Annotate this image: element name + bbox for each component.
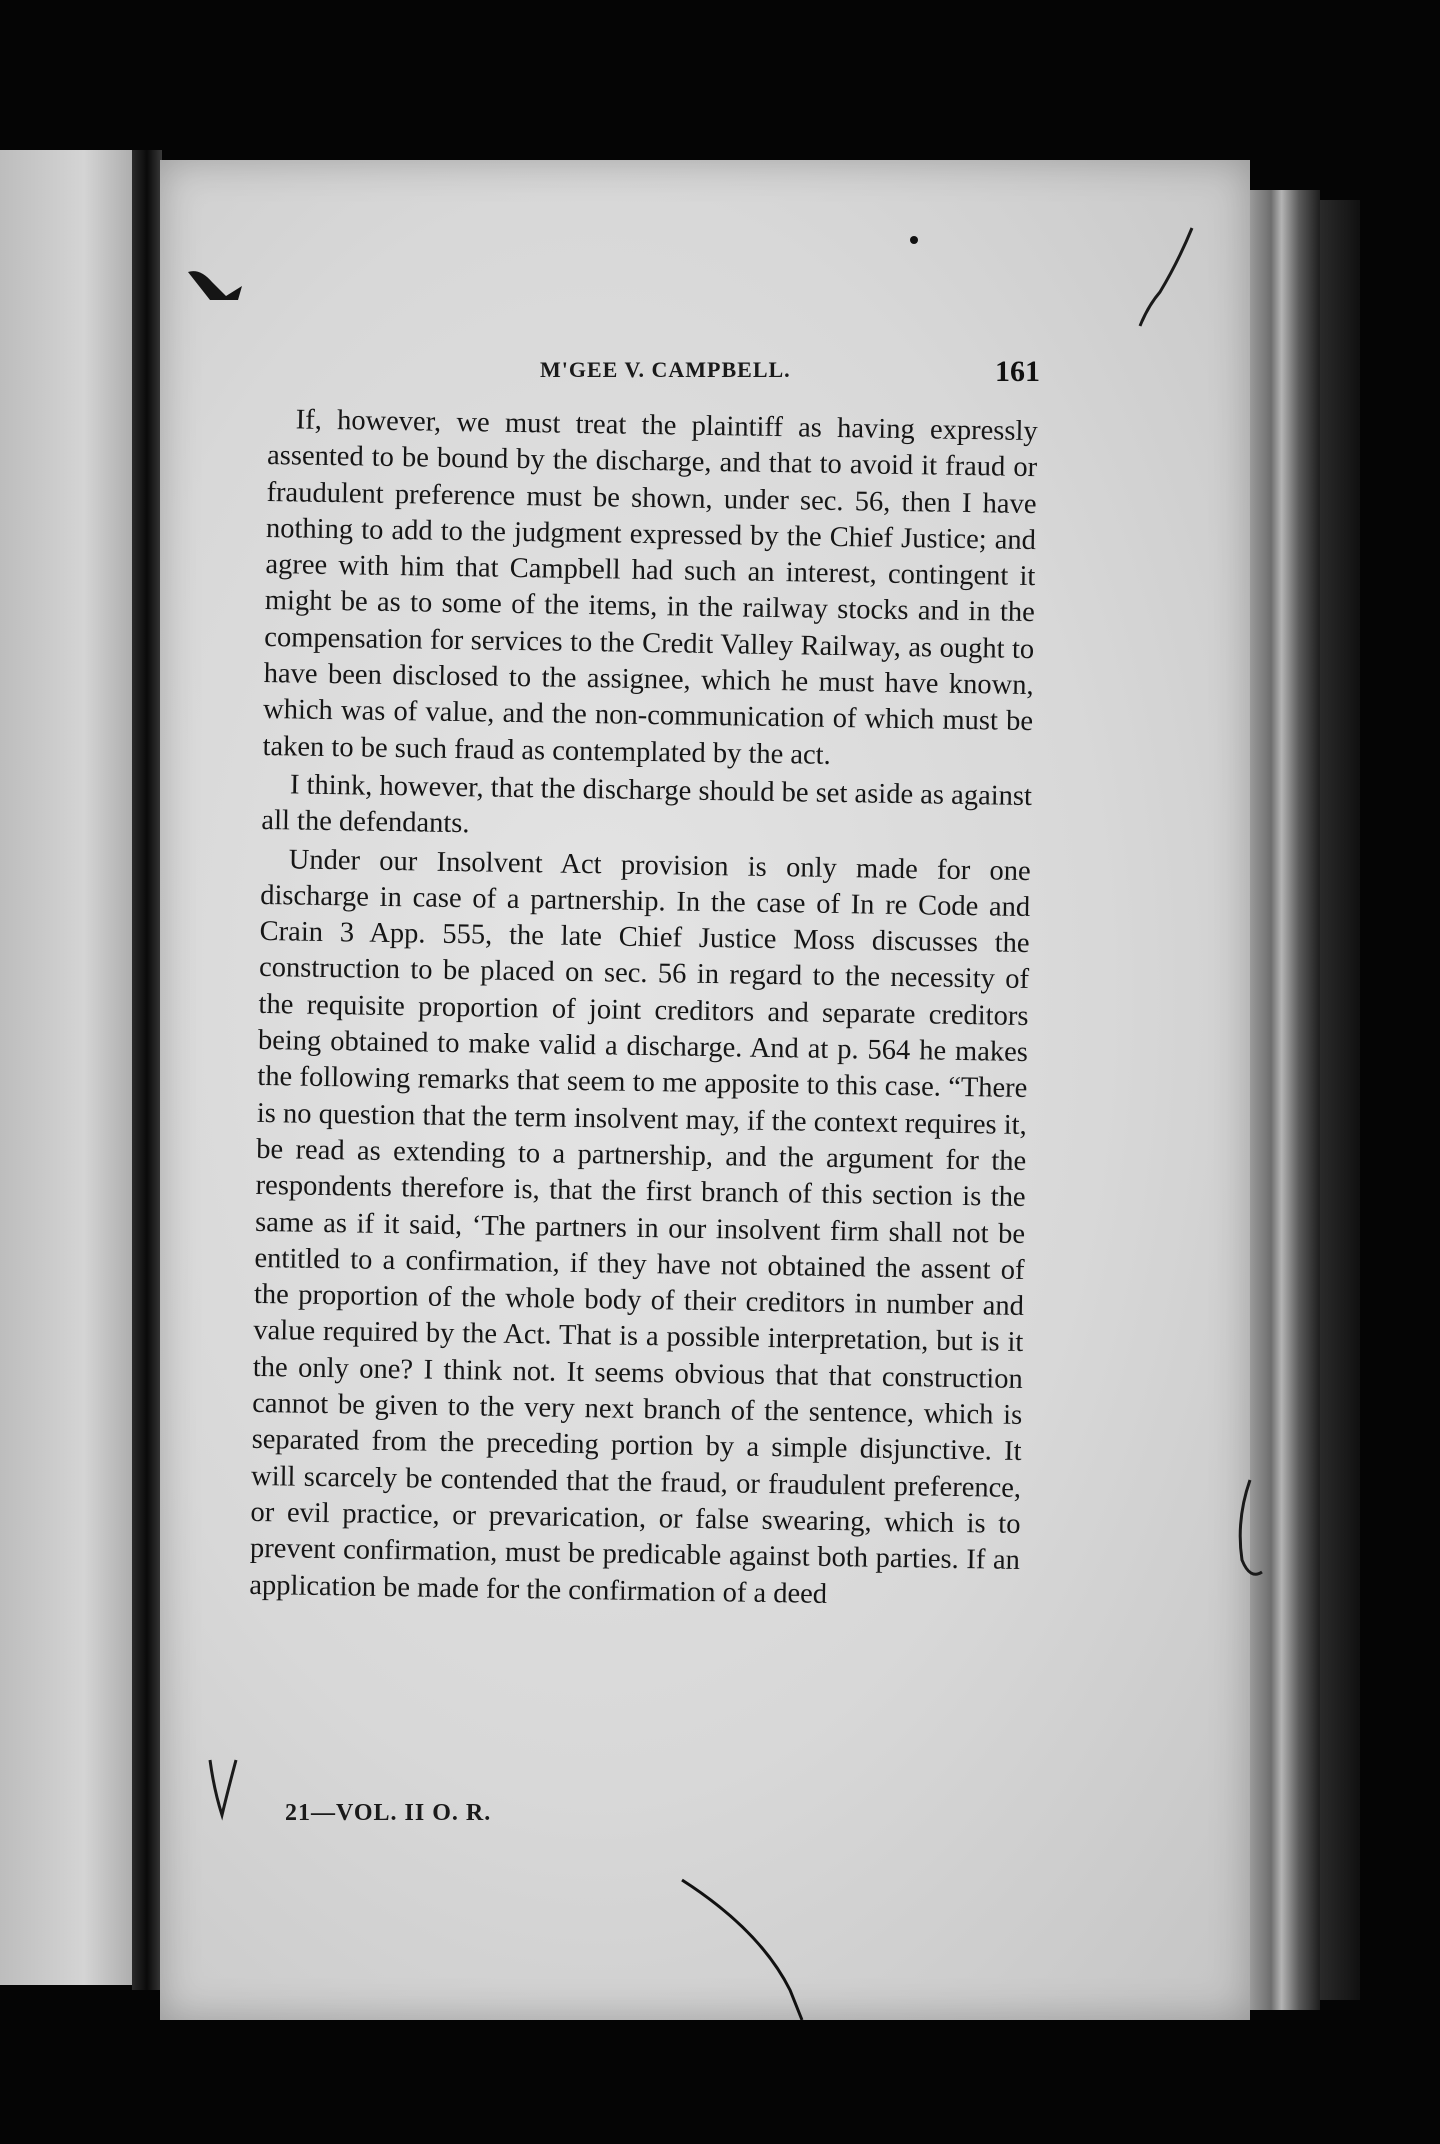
signature-mark: 21—VOL. II O. R.: [285, 1800, 492, 1826]
edge-scratch-mark: [1240, 1480, 1262, 1574]
page-header: [540, 357, 1040, 397]
dot-mark: [910, 236, 918, 244]
body-text: [249, 402, 1038, 1616]
running-head: M'GEE V. CAMPBELL.: [540, 357, 791, 382]
margin-check-mark: [210, 1760, 236, 1815]
stray-line-mark: [682, 1880, 802, 2020]
ink-blot-mark: [188, 271, 242, 300]
margin-pencil-mark: [1140, 228, 1192, 326]
paragraph: Under our Insolvent Act provision is only made for one discharge in case of a partnership. In the case of In re Code and Crain 3 App. 555, the late Chief Justice Moss discusses the construction to be placed on sec. 56 in regard to the necessity of the requisite proportion of joint creditors and separate creditors being obtained to make valid a discharge. And at p. 564 he makes the following remarks that seem to me apposite to this case. “There is no question that the term insolvent may, if the context requires it, be read as extending to a partnership, and the argument for the respondents therefore is, that the first branch of this section is the same as if it said, ‘The partners in our insolvent firm shall not be entitled to a confirmation, if they have not obtained the assent of the proportion of the whole body of their creditors in number and value required by the Act. That is a possible interpretation, but is it the only one? I think not. It seems obvious that that construction cannot be given to the very next branch of the sentence, which is separated from the preceding portion by a simple disjunctive. It will scarcely be contended that the fraud, or fraudulent preference, or evil practice, or prevarication, or false swearing, which is to prevent confirmation, must be predicable against both parties. If an application be made for the confirmation of a deed: [249, 843, 1031, 1610]
paragraph: If, however, we must treat the plaintiff as having expressly assented to be bound by the discharge, and that to avoid it fraud or fraudulent preference must be shown, under sec. 56, then I have nothing to add to the judgment expressed by the Chief Justice; and agree with him that Campbell had such an interest, contingent it might be as to some of the items, in the railway stocks and in the compensation for services to the Credit Valley Railway, as ought to have been disclosed to the assignee, which he must have known, which was of value, and the non-communication of which must be taken to be such fraud as contemplated by the act.: [262, 404, 1038, 771]
paragraph: I think, however, that the discharge should be set aside as against all the defendants.: [261, 769, 1033, 840]
page-number: 161: [995, 355, 1040, 388]
